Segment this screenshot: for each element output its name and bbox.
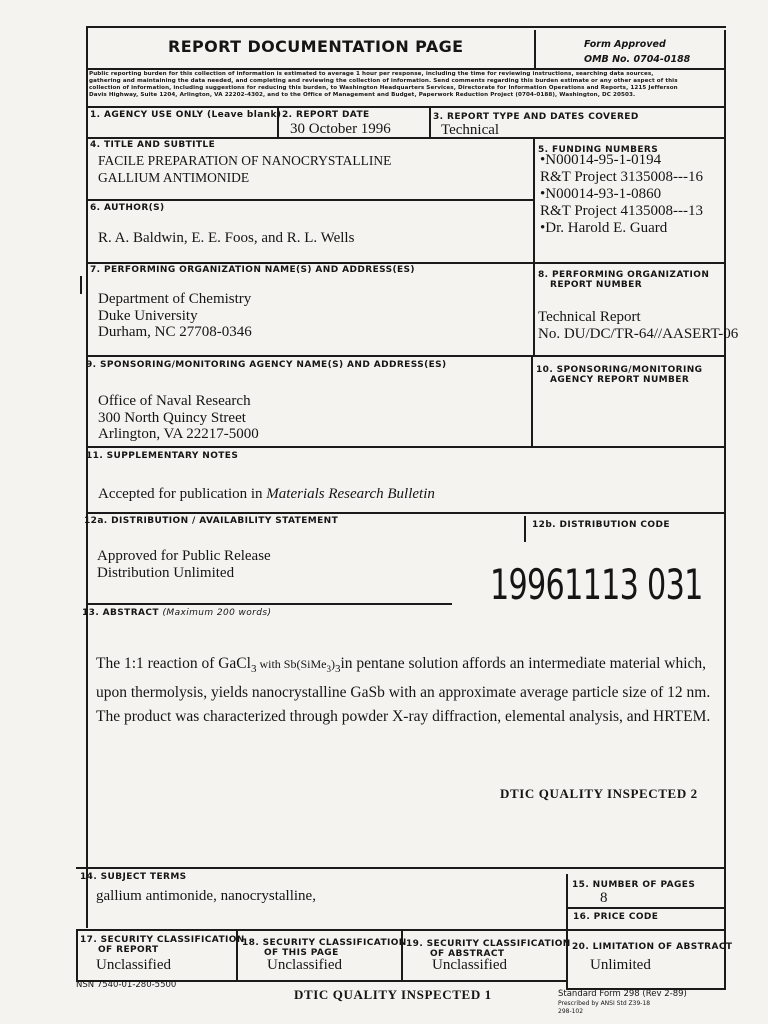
label-line: OF REPORT	[98, 945, 159, 955]
burden-line: collection of information, including suggestions for reducing this burden, to Washington Headquarters Services, Directorate for Information Operations and Reports, 1215 Jefferson	[89, 85, 678, 91]
pages-label: 15. NUMBER OF PAGES	[572, 880, 696, 890]
funding-label: 5. FUNDING NUMBERS	[538, 145, 659, 155]
label-line: 19. SECURITY CLASSIFICATION	[406, 939, 571, 949]
subscript: 3	[326, 664, 331, 675]
report-date-label: 2. REPORT DATE	[282, 110, 370, 120]
report-type-value: Technical	[441, 122, 500, 138]
address-line: Arlington, VA 22217-5000	[98, 426, 259, 442]
supplementary-note	[98, 486, 435, 503]
burden-line: Davis Highway, Suite 1204, Arlington, VA 22202-4302, and to the Office of Management and Budget, Paperwork Reduction Project (0704-0188), Washington, DC 20503.	[89, 92, 636, 98]
pages-value: 8	[600, 890, 608, 906]
limitation-label: 20. LIMITATION OF ABSTRACT	[572, 942, 733, 952]
classification-report-label	[80, 935, 245, 955]
authors-label: 6. AUTHOR(S)	[90, 203, 165, 213]
address-line: Duke University	[98, 307, 198, 324]
abstract-fragment: The 1:1 reaction of GaCl	[96, 655, 251, 672]
subject-terms-label: 14. SUBJECT TERMS	[80, 872, 187, 882]
subscript: 3	[250, 663, 257, 676]
sponsoring-address	[98, 393, 259, 443]
classification-abstract-label	[406, 939, 571, 959]
burden-line: gathering and maintaining the data needed, and completing and reviewing the collection of information. Send comments regarding this burden estimate or any other aspect of this	[89, 78, 678, 84]
quality-stamp: DTIC QUALITY INSPECTED 2	[500, 786, 698, 801]
abstract-label-text: 13. ABSTRACT	[82, 608, 159, 618]
subscript: 3	[334, 663, 341, 676]
label-line: OF ABSTRACT	[430, 949, 505, 959]
title-label: 4. TITLE AND SUBTITLE	[90, 140, 216, 150]
address-line: Department of Chemistry	[98, 291, 252, 307]
distribution-code-label: 12b. DISTRIBUTION CODE	[532, 520, 670, 530]
label-line: 17. SECURITY CLASSIFICATION	[80, 935, 245, 945]
funding-line: R&T Project 4135008---13	[540, 203, 704, 219]
distribution-line: Approved for Public Release	[97, 548, 271, 564]
title-line: FACILE PREPARATION OF NANOCRYSTALLINE	[98, 153, 392, 168]
performing-org-address	[98, 291, 252, 341]
classification-report-value: Unclassified	[96, 957, 171, 973]
label-line: REPORT NUMBER	[550, 280, 643, 290]
funding-numbers	[540, 152, 703, 237]
distribution-line: Distribution Unlimited	[97, 565, 235, 581]
abstract-line	[96, 652, 710, 681]
abstract-line: upon thermolysis, yields nanocrystalline GaSb with an approximate average particle size of 12 nm.	[96, 684, 711, 702]
classification-page-value: Unclassified	[267, 957, 342, 973]
note-text: Accepted for publication in	[98, 486, 267, 502]
address-line: Office of Naval Research	[98, 393, 251, 409]
performing-report-number	[538, 309, 738, 343]
classification-abstract-value: Unclassified	[432, 957, 507, 973]
sponsor-report-label	[536, 365, 702, 385]
report-number-line: Technical Report	[538, 309, 641, 325]
report-title	[98, 152, 391, 186]
performing-report-label	[538, 270, 709, 290]
abstract-fragment: with Sb(SiMe	[256, 657, 327, 671]
report-date-value: 30 October 1996	[290, 121, 391, 137]
title-line: GALLIUM ANTIMONIDE	[98, 170, 250, 185]
distribution-label: 12a. DISTRIBUTION / AVAILABILITY STATEMENT	[84, 516, 339, 526]
funding-line: •Dr. Harold E. Guard	[540, 220, 668, 236]
abstract-text	[96, 652, 710, 729]
abstract-fragment: )	[330, 657, 335, 671]
report-type-label: 3. REPORT TYPE AND DATES COVERED	[433, 112, 639, 122]
journal-name: Materials Research Bulletin	[266, 486, 435, 502]
abstract-label-note: (Maximum 200 words)	[162, 608, 272, 618]
authors-value: R. A. Baldwin, E. E. Foos, and R. L. Wells	[98, 230, 355, 246]
standard-form: Standard Form 298 (Rev 2-89)	[558, 989, 687, 999]
performing-org-label: 7. PERFORMING ORGANIZATION NAME(S) AND ADDRESS(ES)	[90, 265, 415, 275]
abstract-fragment: in pentane solution affords an intermediate material which,	[340, 655, 707, 672]
prescribed-by: Prescribed by ANSI Std Z39-18	[558, 1000, 651, 1007]
funding-line: R&T Project 3135008---16	[540, 169, 704, 185]
abstract-label	[82, 608, 271, 618]
subject-terms-value: gallium antimonide, nanocrystalline,	[96, 888, 316, 904]
limitation-value: Unlimited	[590, 957, 651, 973]
omb-number: OMB No. 0704-0188	[584, 54, 691, 65]
distribution-statement	[97, 548, 271, 582]
funding-line: •N00014-93-1-0860	[540, 186, 662, 202]
footer-quality-stamp: DTIC QUALITY INSPECTED 1	[294, 987, 492, 1002]
report-number-line: No. DU/DC/TR-64//AASERT-06	[538, 326, 739, 342]
label-line: 10. SPONSORING/MONITORING	[536, 365, 703, 375]
classification-page-label	[242, 938, 407, 958]
burden-statement	[89, 71, 678, 99]
nsn-number: NSN 7540-01-280-5500	[76, 980, 177, 990]
page-title: REPORT DOCUMENTATION PAGE	[168, 37, 464, 56]
supplementary-label: 11. SUPPLEMENTARY NOTES	[86, 451, 239, 461]
burden-line: Public reporting burden for this collection of information is estimated to average 1 hour per response, including the time for reviewing instructions, searching data sources,	[89, 71, 654, 77]
label-line: 8. PERFORMING ORGANIZATION	[538, 270, 710, 280]
label-line: 18. SECURITY CLASSIFICATION	[242, 938, 407, 948]
agency-use-label: 1. AGENCY USE ONLY (Leave blank)	[90, 110, 282, 120]
price-code-label: 16. PRICE CODE	[573, 912, 659, 922]
abstract-line: The product was characterized through powder X-ray diffraction, elemental analysis, and HRTEM.	[96, 708, 711, 726]
address-line: Durham, NC 27708-0346	[98, 324, 252, 340]
form-code: 298-102	[558, 1008, 584, 1015]
address-line: 300 North Quincy Street	[98, 409, 246, 426]
label-line: OF THIS PAGE	[264, 948, 339, 958]
sponsoring-label: 9. SPONSORING/MONITORING AGENCY NAME(S) AND ADDRESS(ES)	[86, 360, 447, 370]
label-line: AGENCY REPORT NUMBER	[550, 375, 690, 385]
funding-line: •N00014-95-1-0194	[540, 152, 662, 168]
accession-number-stamp: 19961113 031	[490, 560, 703, 609]
form-approved-label: Form Approved	[584, 39, 666, 50]
